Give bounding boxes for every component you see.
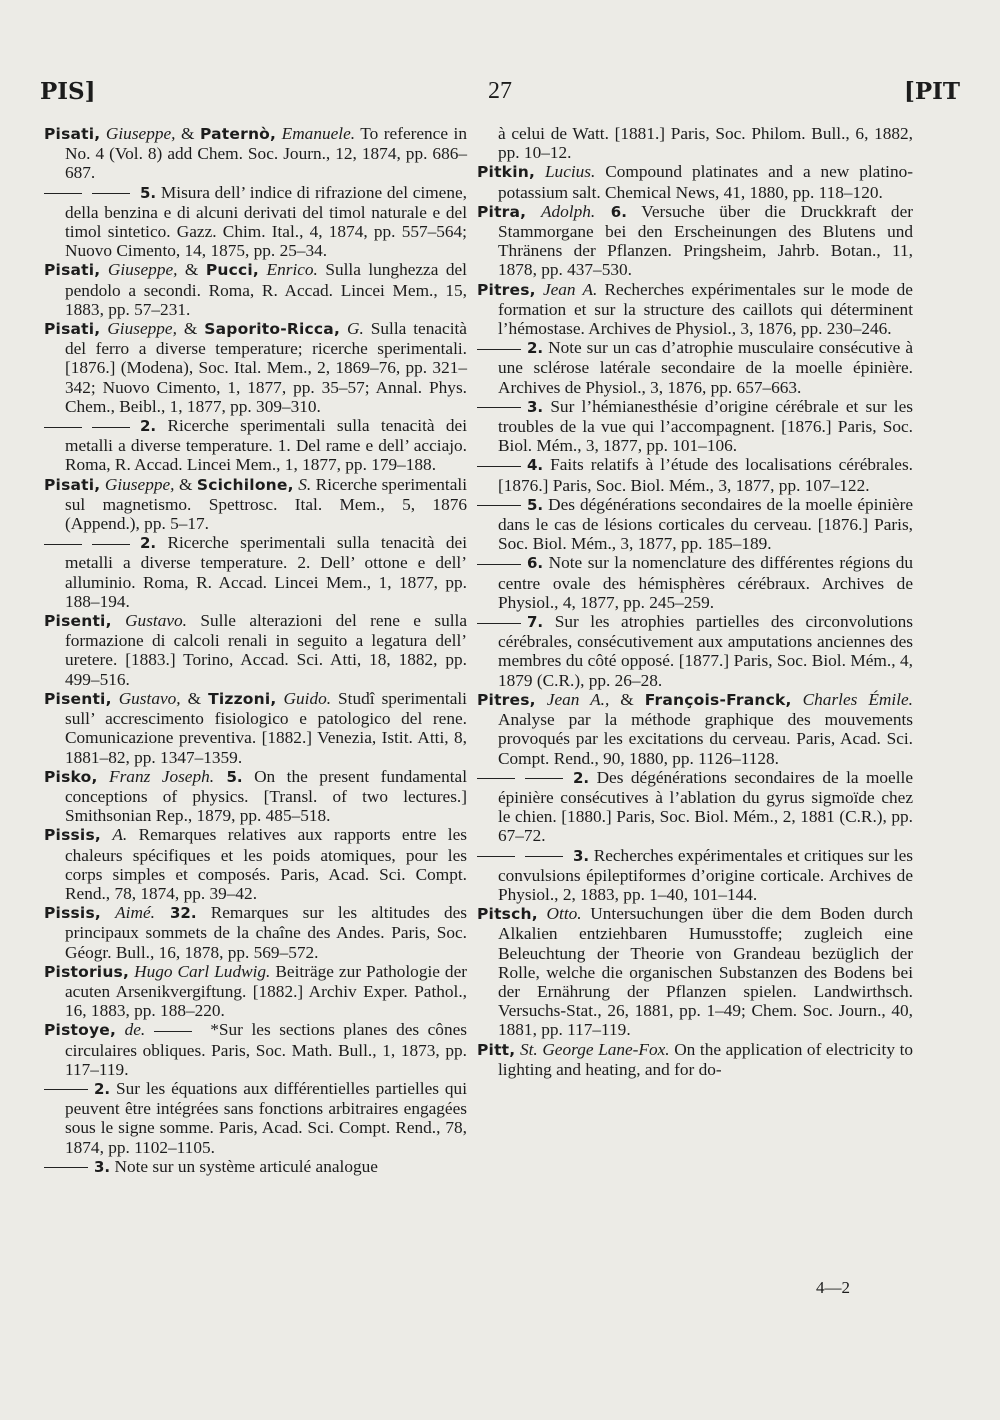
entry-text: Faits relatifs à l’étude des localisations cérébrales. [1876.] Paris, Soc. Biol. Mém., 3, 1877, pp. 107–122.	[498, 455, 913, 495]
ditto-dash	[525, 778, 563, 779]
bibliography-entry	[477, 280, 913, 339]
entry-number: 2.	[94, 1079, 111, 1098]
bibliography-entry	[44, 825, 467, 903]
ditto-dash	[477, 564, 521, 565]
entry-text: Misura dell’ indice di rifrazione del cimene, della benzina e di alcuni derivati del timol naturale e del timol sintetico. Gazz. Chim. Ital., 4, 1874, pp. 557–564; Nuovo Cimento, 14, 1875, pp. 25–34.	[65, 182, 467, 261]
bibliography-entry: Pisati, Giuseppe, & Pucci, Enrico. Sulla lunghezza del pendolo a secondi. Roma, R. Accad. Lincei Mem., 15, 1883, pp. 57–231.	[44, 260, 467, 319]
author-given-name: Aimé.	[115, 903, 155, 923]
coauthor-surname: Saporito-Ricca,	[204, 320, 341, 339]
ditto-dash	[525, 856, 563, 857]
author-given-name: Giuseppe,	[105, 124, 176, 143]
author-surname: Pitkin,	[477, 163, 536, 182]
entry-number: 5.	[140, 183, 157, 202]
entry-text: Versuche über die Druckkraft der Stammorgane bei den Erscheinungen des Blutens und Thränens der Pflanzen. Pringsheim, Jahrb. Botan., 11, 1878, pp. 437–530.	[498, 201, 913, 280]
header-right-range: [PIT	[903, 78, 960, 105]
author-given-name: Gustavo,	[118, 688, 181, 708]
entry-text: Note sur un système articulé analogue	[110, 1156, 378, 1176]
entry-text: On the present fundamental conceptions of physics. [Transl. of two lectures.] Smithsonian Rep., 1879, pp. 485–518.	[65, 766, 468, 826]
entry-number: 2.	[140, 417, 157, 436]
entry-text: Sulle alterazioni del rene e sulla formazione di calcoli renali in seguito a legatura dell’ uretere. [1883.] Torino, Accad. Sci. Atti, 18, 1882, pp. 499–516.	[65, 611, 467, 689]
bibliography-entry	[477, 553, 913, 612]
bibliography-entry: Pisati, Giuseppe, & Paternò, Emanuele. To reference in No. 4 (Vol. 8) add Chem. Soc. Journ., 12, 1874, pp. 686–687.	[44, 124, 467, 183]
entry-text: Recherches expérimentales sur le mode de formation et sur la structure des caillots qui déterminent l’hémostase. Archives de Physiol., 3, 1876, pp. 230–246.	[498, 279, 913, 339]
author-given-name: de.	[124, 1020, 146, 1040]
header-left-range: PIS]	[40, 78, 96, 105]
author-surname: Pitres,	[477, 280, 536, 299]
author-given-name: Otto.	[546, 904, 582, 924]
coauthor-surname: Scichilone,	[196, 475, 294, 494]
entry-text: Ricerche sperimentali sul magnetismo. Spettrosc. Ital. Mem., 5, 1876 (Append.), pp. 5–17.	[65, 474, 467, 534]
ditto-dash	[44, 544, 82, 545]
entry-text: Beiträge zur Pathologie der acuten Arsenikvergiftung. [1882.] Archiv Exper. Pathol., 16, 1883, pp. 188–220.	[65, 961, 467, 1021]
entry-number: 6.	[595, 202, 627, 221]
author-given-name: Giuseppe,	[104, 474, 175, 494]
signature-mark: 4—2	[816, 1278, 850, 1297]
author-surname: Pisko,	[44, 767, 98, 786]
bibliography-entry	[44, 1157, 467, 1177]
author-given-name: Hugo Carl Ludwig.	[134, 961, 271, 981]
author-given-name: Lucius.	[544, 162, 596, 182]
bibliography-entry	[477, 202, 913, 280]
author-surname: Pitsch,	[477, 905, 538, 924]
entry-text: Sur les atrophies partielles des circonvolutions cérébrales, consécutivement aux amputations anciennes des membres du côté opposé. [1877.] Paris, Soc. Biol. Mém., 4, 1879 (C.R.), pp. 26–28.	[498, 612, 913, 690]
entry-text: Compound platinates and a new platino-potassium salt. Chemical News, 41, 1880, pp. 118–120.	[498, 162, 913, 202]
coauthor-given-name: Charles Émile.	[802, 689, 914, 709]
entry-text: To reference in No. 4 (Vol. 8) add Chem. Soc. Journ., 12, 1874, pp. 686–687.	[65, 124, 467, 183]
author-given-name: A.	[112, 825, 128, 845]
entry-text: Sulla tenacità del ferro a diverse temperature; ricerche sperimentali. [1876.] (Modena), Soc. Ital. Mem., 2, 1869–76, pp. 321–342; Nuovo Cimento, 1, 1877, pp. 35–57; Annal. Phys. Chem., Beibl., 1, 1877, pp. 309–310.	[65, 319, 467, 416]
bibliography-entry	[44, 611, 467, 689]
bibliography-entry	[44, 1020, 467, 1079]
bibliography-entry	[44, 416, 467, 475]
entry-text: Studî sperimentali sull’ accrescimento fisiologico e patologico del rene. Comunicazione preventiva. [1882.] Venezia, Istit. Atti, 8, 1881–82, pp. 1347–1359.	[65, 688, 467, 767]
entry-text: Ricerche sperimentali sulla tenacità dei metalli a diverse temperature. 1. Del rame e dell’ acciajo. Roma, R. Accad. Lincei Mem., 1, 1877, pp. 179–188.	[65, 416, 467, 475]
bibliography-entry	[44, 183, 467, 261]
bibliography-entry	[44, 533, 467, 611]
coauthor-surname: François-Franck,	[644, 690, 792, 709]
bibliography-entry	[477, 1040, 913, 1079]
entry-number: 3.	[527, 397, 544, 416]
coauthor-given-name: Guido.	[283, 688, 332, 708]
entry-number: 32.	[154, 904, 197, 923]
bibliography-entry	[477, 495, 913, 554]
entry-text: Des dégénérations secondaires de la moelle épinière dans le cas de lésions corticales du cerveau. [1876.] Paris, Soc. Biol. Mém., 3, 1877, pp. 185–189.	[498, 494, 913, 554]
entry-number: 6.	[527, 554, 544, 573]
ditto-dash	[44, 193, 82, 194]
ditto-dash	[92, 427, 130, 428]
bibliography-entry	[477, 338, 913, 397]
bibliography-entry	[44, 767, 467, 826]
entry-number: 2.	[527, 339, 544, 358]
bibliography-entry	[44, 962, 467, 1021]
entry-number: 2.	[140, 534, 157, 553]
author-given-name: Giuseppe,	[107, 319, 177, 339]
ditto-dash	[44, 427, 82, 428]
entry-text: Note sur la nomenclature des différentes régions du centre ovale des hémisphères cérébraux. Archives de Physiol., 4, 1877, pp. 245–259.	[498, 553, 913, 612]
coauthor-surname: Pucci,	[205, 261, 260, 280]
author-surname: Pitt,	[477, 1040, 516, 1059]
ditto-dash	[44, 1167, 88, 1168]
left-column	[44, 124, 467, 1177]
coauthor-given-name: Enrico.	[266, 260, 318, 280]
ditto-dash	[477, 466, 521, 467]
author-given-name: Franz Joseph.	[109, 766, 215, 786]
ditto-dash	[477, 778, 515, 779]
ditto-dash	[477, 856, 515, 857]
author-surname: Pissis,	[44, 826, 101, 845]
entry-text: Ricerche sperimentali sulla tenacità dei metalli a diverse temperature. 2. Dell’ ottone e dell’ alluminio. Roma, R. Accad. Lincei Mem., 1, 1877, pp. 188–194.	[65, 533, 467, 611]
entry-text: Remarques sur les altitudes des principaux sommets de la chaîne des Andes. Paris, Soc. Géogr. Bull., 16, 1878, pp. 569–572.	[65, 903, 467, 962]
entry-number: 5.	[214, 767, 243, 786]
bibliography-entry: Pisati, Giuseppe, & Saporito-Ricca, G. Sulla tenacità del ferro a diverse temperature; ricerche sperimentali. [1876.] (Modena), Soc. Ital. Mem., 2, 1869–76, pp. 321–342; Nuovo Cimento, 1, 1877, pp. 35–57; Annal. Phys. Chem., Beibl., 1, 1877, pp. 309–310.	[44, 319, 467, 416]
coauthor-given-name: G.	[347, 319, 364, 339]
coauthor-given-name: Emanuele.	[281, 124, 356, 143]
author-given-name: Gustavo.	[125, 611, 187, 631]
coauthor-surname: Tizzoni,	[208, 689, 277, 708]
entry-number: 3.	[573, 846, 590, 865]
bibliography-entry: Pisati, Giuseppe, & Scichilone, S. Ricerche sperimentali sul magnetismo. Spettrosc. Ital. Mem., 5, 1876 (Append.), pp. 5–17.	[44, 474, 467, 534]
bibliography-entry	[44, 1079, 467, 1157]
bibliography-entry	[477, 124, 913, 162]
bibliography-entry	[477, 612, 913, 690]
author-surname: Pisenti,	[44, 612, 112, 631]
bibliography-entry	[477, 455, 913, 494]
author-surname: Pisenti,	[44, 689, 112, 708]
entry-text: Sulla lunghezza del pendolo a secondi. Roma, R. Accad. Lincei Mem., 15, 1883, pp. 57–231.	[65, 260, 467, 319]
entry-text: *Sur les sections planes des cônes circulaires obliques. Paris, Soc. Math. Bull., 1, 1873, pp. 117–119.	[65, 1020, 467, 1079]
ditto-dash	[477, 349, 521, 350]
bibliography-entry	[477, 904, 913, 1039]
entry-text: Untersuchungen über die dem Boden durch Alkalien entziehbaren Humusstoffe; zugleich eine Beleuchtung der Theorie von Grandeau bezüglich der Rolle, welche die organischen Substanzen des Bodens bei der Ernährung der Pflanzen spielen. Landwirthsch. Versuchs-Stat., 26, 1881, pp. 1–49; Chem. Soc. Journ., 40, 1881, pp. 117–119.	[498, 904, 914, 1040]
ditto-dash	[477, 505, 521, 506]
author-given-name: Jean A.,	[546, 689, 610, 709]
author-given-name: Adolph.	[540, 201, 596, 221]
author-given-name: Giuseppe,	[107, 260, 178, 280]
entry-text: Sur les équations aux différentielles partielles qui peuvent être intégrées sans fonctions arbitraires engagées sous le signe somme. Paris, Acad. Sci. Compt. Rend., 78, 1874, pp. 1102–1105.	[65, 1078, 467, 1157]
author-surname: Pistorius,	[44, 962, 130, 981]
right-column	[477, 124, 913, 1079]
ditto-dash	[477, 407, 521, 408]
ditto-dash	[44, 1089, 88, 1090]
entry-text: Note sur un cas d’atrophie musculaire consécutive à une sclérose latérale secondaire de la moelle épinière. Archives de Physiol., 3, 1876, pp. 657–663.	[498, 338, 913, 397]
author-surname: Pisati,	[44, 125, 101, 143]
author-surname: Pissis,	[44, 904, 101, 923]
entry-text: Recherches expérimentales et critiques sur les convulsions épileptiformes d’origine corticale. Archives de Physiol., 2, 1883, pp. 1–40, 101–144.	[498, 845, 913, 904]
entry-number: 3.	[94, 1157, 111, 1176]
author-surname: Pisati,	[44, 320, 101, 339]
entry-number: 4.	[527, 456, 544, 475]
entry-number: 2.	[573, 768, 590, 787]
bibliography-entry	[477, 846, 913, 905]
author-surname: Pitra,	[477, 202, 527, 221]
author-surname: Pisati,	[44, 475, 101, 494]
bibliography-entry	[477, 768, 913, 846]
ditto-dash	[477, 623, 521, 624]
coauthor-surname: Paternò,	[199, 125, 277, 143]
author-given-name: Jean A.	[542, 279, 598, 299]
author-surname: Pistoye,	[44, 1021, 117, 1040]
entry-text: Remarques relatives aux rapports entre les chaleurs spécifiques et les poids atomiques, pour les corps simples et composés. Paris, Acad. Sci. Compt. Rend., 78, 1874, pp. 39–42.	[65, 825, 467, 903]
entry-text: On the application of electricity to lighting and heating, and for do-	[498, 1039, 914, 1079]
author-surname: Pitres,	[477, 690, 536, 709]
author-given-name: St. George Lane-Fox.	[519, 1039, 670, 1059]
page-number: 27	[488, 78, 512, 104]
ditto-dash	[92, 544, 130, 545]
entry-text: Analyse par la méthode graphique des mouvements provoqués par les excitations du cerveau. Paris, Acad. Sci. Compt. Rend., 90, 1880, pp. 1126–1128.	[498, 710, 913, 768]
ditto-dash	[154, 1031, 192, 1032]
author-surname: Pisati,	[44, 261, 101, 280]
entry-text: à celui de Watt. [1881.] Paris, Soc. Philom. Bull., 6, 1882, pp. 10–12.	[498, 124, 913, 163]
ditto-dash	[92, 193, 130, 194]
bibliography-entry	[477, 397, 913, 456]
bibliography-entry	[477, 162, 913, 201]
entry-number: 5.	[527, 495, 544, 514]
entry-number: 7.	[527, 613, 544, 632]
entry-text: Sur l’hémianesthésie d’origine cérébrale et sur les troubles de la vue qui l’accompagnent. [1876.] Paris, Soc. Biol. Mém., 3, 1877, pp. 101–106.	[498, 396, 913, 456]
bibliography-entry: Pisenti, Gustavo, & Tizzoni, Guido. Studî sperimentali sull’ accrescimento fisiologico e patologico del rene. Comunicazione preventiva. [1882.] Venezia, Istit. Atti, 8, 1881–82, pp. 1347–1359.	[44, 688, 467, 767]
bibliography-entry: Pitres, Jean A., & François-Franck, Charles Émile. Analyse par la méthode graphique des mouvements provoqués par les excitations du cerveau. Paris, Acad. Sci. Compt. Rend., 90, 1880, pp. 1126–1128.	[477, 689, 914, 768]
entry-text: Des dégénérations secondaires de la moelle épinière consécutives à l’ablation du gyrus sigmoïde chez le chien. [1880.] Paris, Soc. Biol. Mém., 2, 1881 (C.R.), pp. 67–72.	[498, 767, 913, 846]
coauthor-given-name: S.	[298, 474, 312, 494]
bibliography-entry	[44, 903, 467, 962]
running-header	[40, 78, 960, 112]
